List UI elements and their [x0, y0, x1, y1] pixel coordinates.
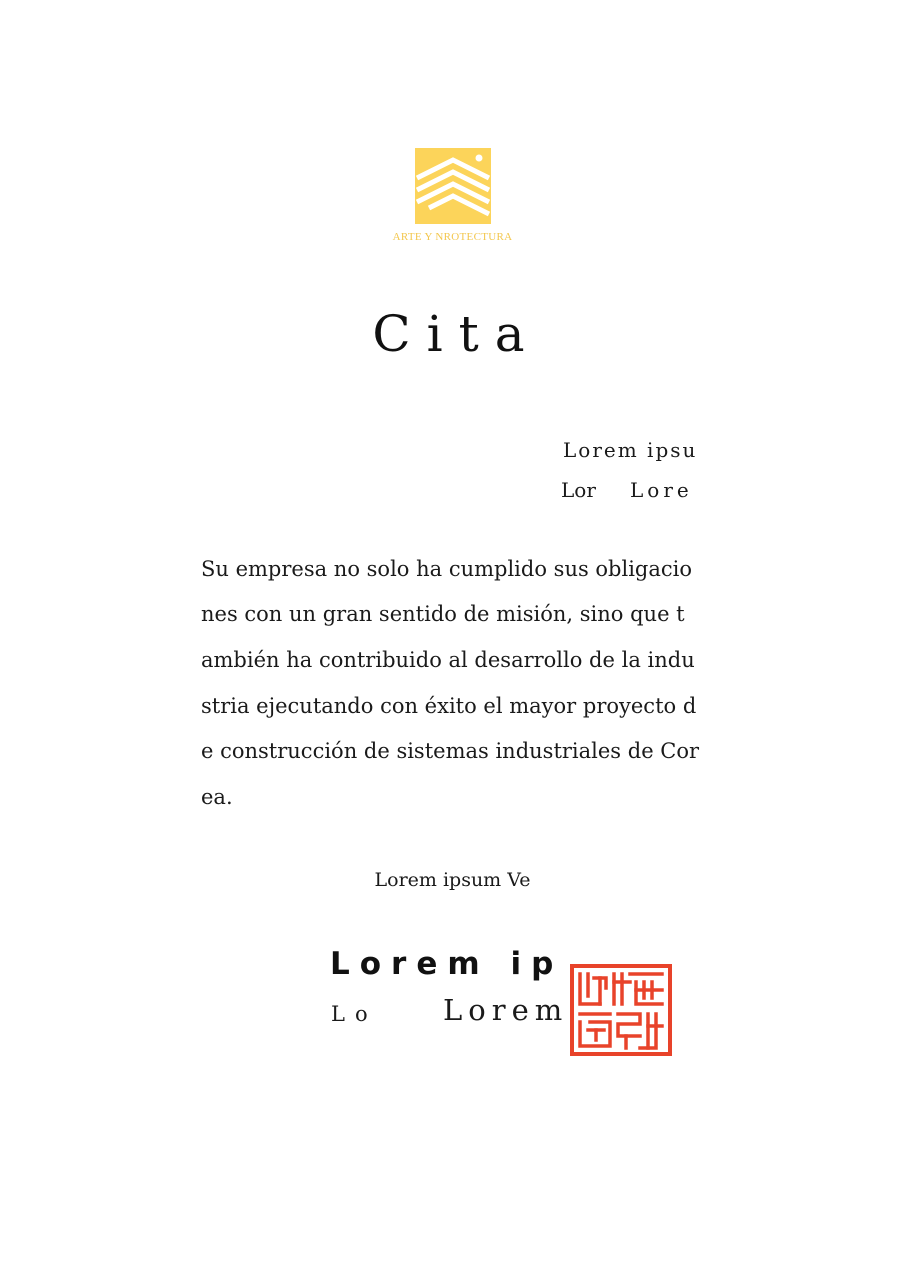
- body-line: ambién ha contribuido al desarrollo de la indu: [201, 648, 695, 672]
- official-seal-icon: [570, 964, 672, 1056]
- body-line: ea.: [201, 785, 233, 809]
- company-logo-icon: [415, 148, 491, 224]
- recipient-name: Lorem ipsu: [563, 438, 698, 462]
- body-line: stria ejecutando con éxito el mayor proyecto d: [201, 694, 697, 718]
- recipient-detail-a: Lor: [561, 478, 596, 502]
- signature-title: Lo: [331, 1002, 378, 1026]
- page-title: Cita: [372, 305, 541, 363]
- recipient-detail-b: Lore: [630, 478, 693, 502]
- issue-date: Lorem ipsum Ve: [374, 869, 531, 891]
- body-line: e construcción de sistemas industriales de Cor: [201, 739, 700, 763]
- body-line: Su empresa no solo ha cumplido sus obligacio: [201, 557, 693, 581]
- signature-organization: Lorem ip: [330, 946, 564, 982]
- signature-name: Lorem: [443, 993, 569, 1027]
- body-line: nes con un gran sentido de misión, sino que t: [201, 602, 685, 626]
- company-name: ARTE Y NROTECTURA: [392, 231, 513, 243]
